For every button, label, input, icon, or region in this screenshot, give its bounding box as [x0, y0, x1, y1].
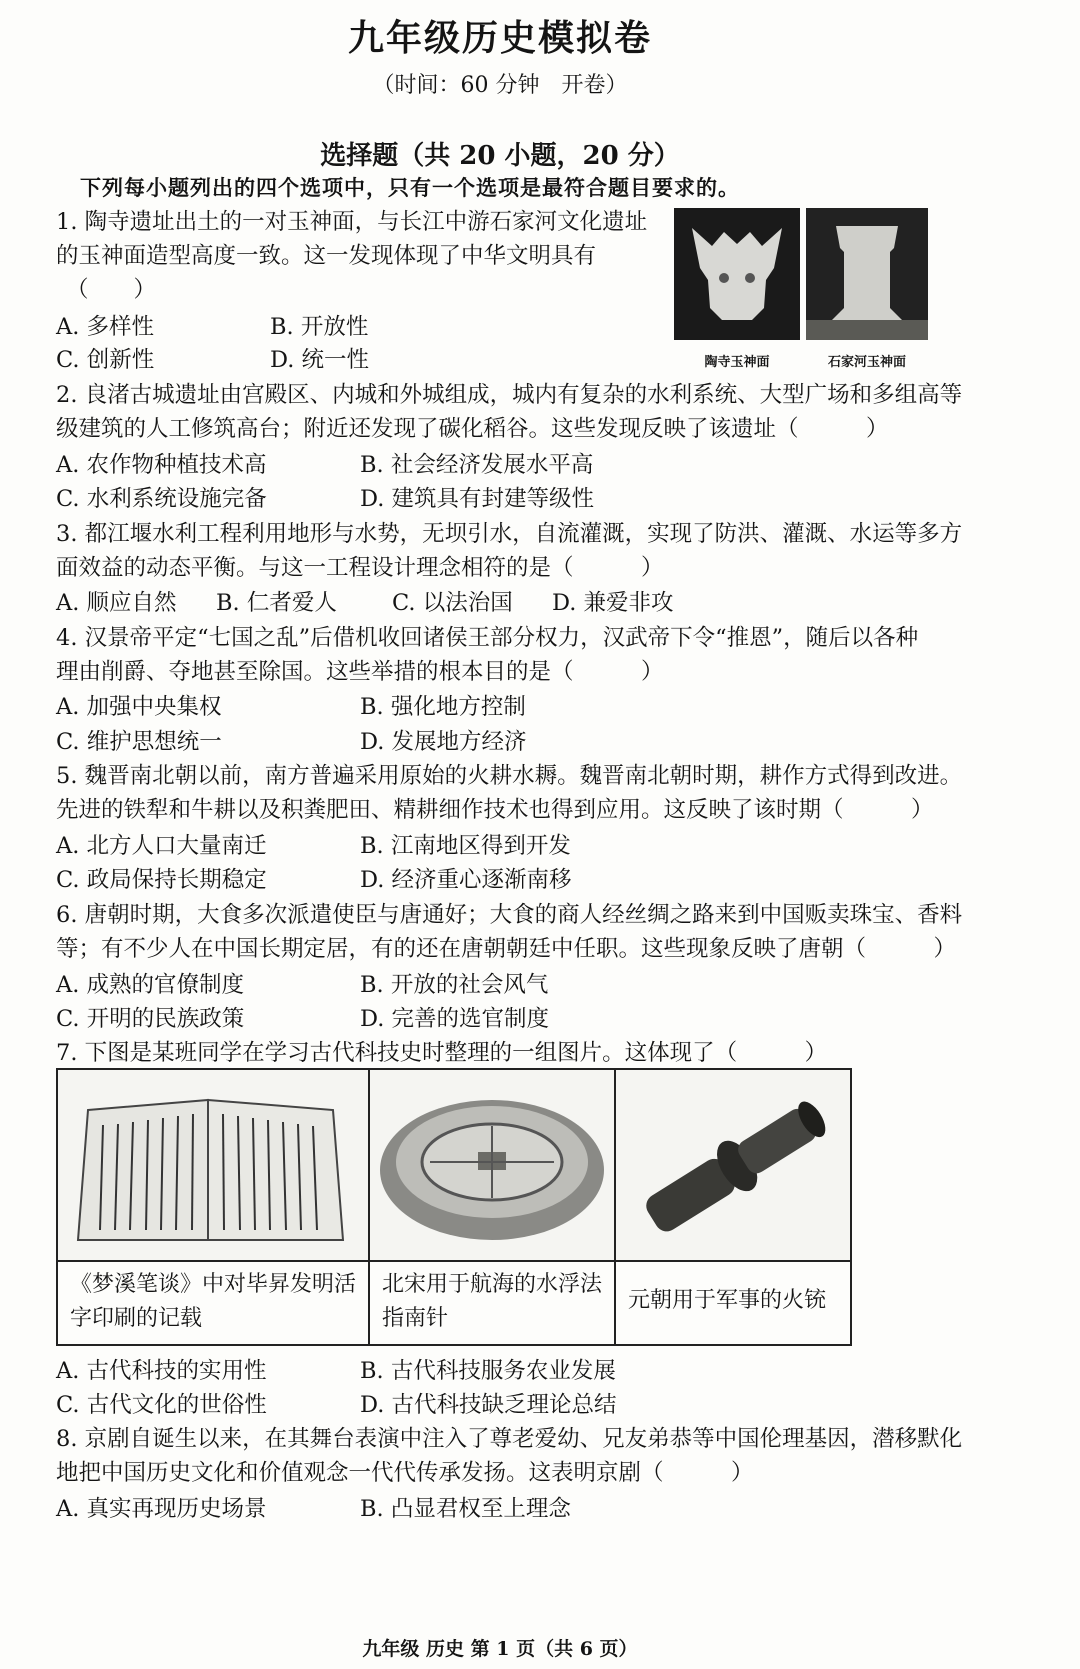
book-photo [58, 1070, 368, 1260]
question-text: 面效益的动态平衡。与这一工程设计理念相符的是（ ） [56, 555, 664, 581]
option-b: B. 仁者爱人 [216, 590, 337, 616]
option-a: A. 北方人口大量南迁 [56, 833, 267, 859]
question-text: 6. 唐朝时期，大食多次派遣使臣与唐通好；大食的商人经丝绸之路来到中国贩卖珠宝、香料 [56, 902, 963, 928]
option-d: D. 兼爱非攻 [552, 590, 674, 616]
question-text: 7. 下图是某班同学在学习古代科技史时整理的一组图片。这体现了（ ） [56, 1040, 828, 1066]
question-text: 2. 良渚古城遗址由宫殿区、内城和外城组成，城内有复杂的水利系统、大型广场和多组高等 [56, 382, 963, 408]
option-a: A. 农作物种植技术高 [56, 452, 267, 478]
option-b: B. 古代科技服务农业发展 [360, 1358, 616, 1384]
jade-mask-photo-shijiahe [806, 208, 928, 340]
option-a: A. 多样性 [56, 314, 155, 340]
question-text: 5. 魏晋南北朝以前，南方普遍采用原始的火耕水耨。魏晋南北朝时期，耕作方式得到改进。 [56, 763, 963, 789]
option-c: C. 开明的民族政策 [56, 1006, 245, 1032]
question-text: 理由削爵、夺地甚至除国。这些举措的根本目的是（ ） [56, 659, 664, 685]
question-text: 先进的铁犁和牛耕以及积粪肥田、精耕细作技术也得到应用。这反映了该时期（ ） [56, 797, 934, 823]
question-text: 8. 京剧自诞生以来，在其舞台表演中注入了尊老爱幼、兄友弟恭等中国伦理基因，潜移默化 [56, 1426, 963, 1452]
option-d: D. 古代科技缺乏理论总结 [360, 1392, 617, 1418]
option-c: C. 政局保持长期稳定 [56, 867, 267, 893]
option-c: C. 维护思想统一 [56, 729, 222, 755]
question-text: 的玉神面造型高度一致。这一发现体现了中华文明具有 [56, 243, 597, 269]
option-a: A. 加强中央集权 [56, 694, 222, 720]
question-text: 3. 都江堰水利工程利用地形与水势，无坝引水，自流灌溉，实现了防洪、灌溉、水运等多方 [56, 521, 963, 547]
answer-blank: （ ） [66, 277, 157, 303]
option-a: A. 顺应自然 [56, 590, 177, 616]
option-b: B. 开放的社会风气 [360, 972, 549, 998]
question-text: 地把中国历史文化和价值观念一代代传承发扬。这表明京剧（ ） [56, 1460, 754, 1486]
page-footer: 九年级 历史 第 1 页（共 6 页） [362, 1638, 638, 1660]
exam-info: （时间：60 分钟 开卷） [372, 73, 628, 98]
option-d: D. 完善的选官制度 [360, 1006, 550, 1032]
section-instruction: 下列每小题列出的四个选项中，只有一个选项是最符合题目要求的。 [80, 175, 740, 200]
option-b: B. 社会经济发展水平高 [360, 452, 594, 478]
option-c: C. 水利系统设施完备 [56, 486, 267, 512]
option-d: D. 统一性 [270, 347, 370, 373]
cannon-photo [616, 1070, 850, 1260]
option-c: C. 以法治国 [392, 590, 513, 616]
option-b: B. 强化地方控制 [360, 694, 526, 720]
option-a: A. 古代科技的实用性 [56, 1358, 267, 1384]
question-text: 级建筑的人工修筑高台；附近还发现了碳化稻谷。这些发现反映了该遗址（ ） [56, 416, 889, 442]
option-b: B. 开放性 [270, 314, 369, 340]
option-b: B. 江南地区得到开发 [360, 833, 571, 859]
question-text: 1. 陶寺遗址出土的一对玉神面，与长江中游石家河文化遗址 [56, 209, 648, 235]
option-b: B. 凸显君权至上理念 [360, 1496, 571, 1522]
photo-caption: 石家河玉神面 [827, 355, 906, 370]
section-heading: 选择题（共 20 小题，20 分） [320, 141, 680, 171]
question-text: 4. 汉景帝平定“七国之乱”后借机收回诸侯王部分权力，汉武帝下令“推恩”，随后以各种 [56, 625, 919, 651]
option-c: C. 古代文化的世俗性 [56, 1392, 267, 1418]
table-cell-compass: 北宋用于航海的水浮法指南针 [382, 1272, 603, 1331]
option-c: C. 创新性 [56, 347, 155, 373]
option-d: D. 发展地方经济 [360, 729, 527, 755]
option-a: A. 真实再现历史场景 [56, 1496, 267, 1522]
picture-table [56, 1068, 852, 1346]
option-d: D. 建筑具有封建等级性 [360, 486, 595, 512]
compass-photo [370, 1070, 614, 1260]
table-cell-movable-type: 《梦溪笔谈》中对毕昇发明活字印刷的记载 [70, 1272, 357, 1331]
jade-mask-photo-taosi [674, 208, 800, 340]
option-a: A. 成熟的官僚制度 [56, 972, 245, 998]
question-text: 等；有不少人在中国长期定居，有的还在唐朝朝廷中任职。这些现象反映了唐朝（ ） [56, 936, 957, 962]
table-cell-fire-lance: 元朝用于军事的火铳 [628, 1288, 827, 1313]
page-title: 九年级历史模拟卷 [347, 17, 652, 59]
option-d: D. 经济重心逐渐南移 [360, 867, 572, 893]
photo-caption: 陶寺玉神面 [704, 355, 770, 370]
